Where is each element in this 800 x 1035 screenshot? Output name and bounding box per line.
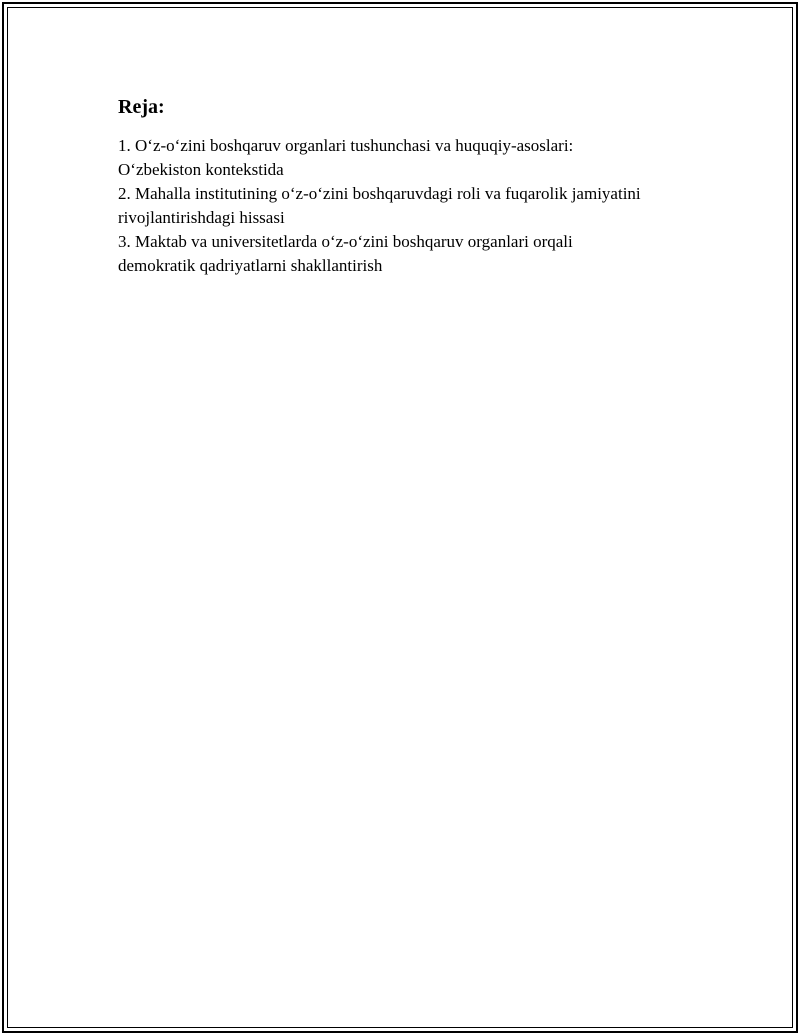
plan-heading: Reja: <box>118 96 165 118</box>
document-body <box>118 94 708 278</box>
plan-item-3-line-1: 3. Maktab va universitetlarda o‘z-o‘zini boshqaruv organlari orqali <box>118 232 573 251</box>
plan-item-3-line-2: demokratik qadriyatlarni shakllantirish <box>118 256 383 275</box>
plan-item-1-line-2: O‘zbekiston kontekstida <box>118 160 284 179</box>
plan-item-1-line-1: 1. O‘z-o‘zini boshqaruv organlari tushunchasi va huquqiy-asoslari: <box>118 136 574 155</box>
plan-item-2-line-1: 2. Mahalla institutining o‘z-o‘zini boshqaruvdagi roli va fuqarolik jamiyatini <box>118 184 641 203</box>
plan-list <box>118 134 708 278</box>
plan-item-2-line-2: rivojlantirishdagi hissasi <box>118 208 285 227</box>
plan-item-2 <box>118 182 708 230</box>
plan-item-3 <box>118 230 708 278</box>
plan-item-1 <box>118 134 708 182</box>
